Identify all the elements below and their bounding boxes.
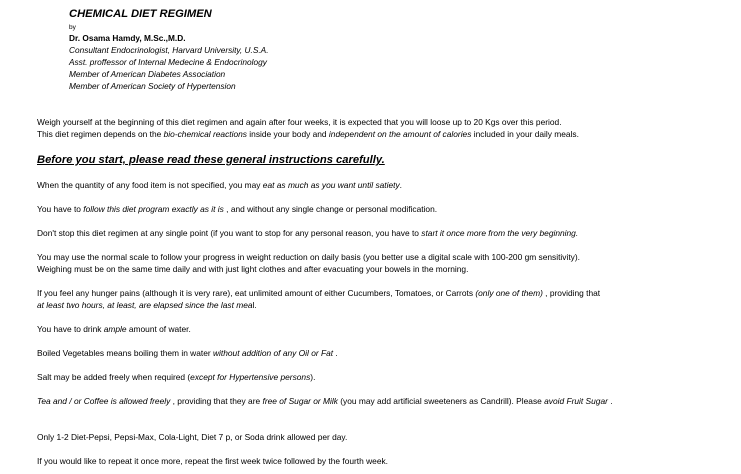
paragraph-text: If you feel any hunger pains (although it is very rare), eat unlimited amount of either Cucumbers, Tomatoes, or Carrots xyxy=(37,288,476,298)
paragraph-text: , and without any single change or personal modification. xyxy=(223,204,438,214)
paragraph-emphasis: eat as much as you want until satiety xyxy=(262,180,400,190)
instruction-paragraph xyxy=(37,372,315,382)
intro-text: This diet regimen depends on the xyxy=(37,129,164,139)
paragraph-emphasis: (only one of them) xyxy=(475,288,543,298)
instructions-heading: Before you start, please read these general instructions carefully. xyxy=(37,154,385,166)
paragraph-emphasis: free of Sugar or Milk xyxy=(262,396,338,406)
paragraph-text: You have to drink xyxy=(37,324,104,334)
paragraph-emphasis: Tea and / or Coffee is allowed freely xyxy=(37,396,171,406)
credential-line: Asst. proffessor of Internal Medecine & Endocrinology xyxy=(69,57,267,67)
instruction-paragraph: Only 1-2 Diet-Pepsi, Pepsi-Max, Cola-Light, Diet 7 p, or Soda drink allowed per day. xyxy=(37,432,348,442)
paragraph-text: You have to xyxy=(37,204,84,214)
instruction-paragraph-line-2: Weighing must be on the same time daily and with just light clothes and after evacuating your bowels in the morning. xyxy=(37,264,469,274)
instruction-paragraph-line-1 xyxy=(37,288,600,298)
paragraph-emphasis: start it once more from the very beginning. xyxy=(421,228,579,238)
instruction-paragraph xyxy=(37,180,402,190)
intro-emphasis: bio-chemical reactions xyxy=(163,129,247,139)
intro-emphasis: independent on the amount of calories xyxy=(328,129,472,139)
instruction-paragraph-line-1: You may use the normal scale to follow your progress in weight reduction on daily basis (you better use a digital scale with 100-200 gm sensitivity). xyxy=(37,252,580,262)
paragraph-text: (you may add artificial sweeteners as Candrill). Please xyxy=(337,396,545,406)
paragraph-emphasis: ample xyxy=(103,324,127,334)
paragraph-emphasis: at least two hours, at least, are elapsed since the last mea xyxy=(37,300,253,310)
paragraph-text: When the quantity of any food item is not specified, you may xyxy=(37,180,263,190)
credential-line: Member of American Diabetes Association xyxy=(69,69,226,79)
paragraph-text: . xyxy=(607,396,613,406)
instruction-paragraph xyxy=(37,204,437,214)
paragraph-text: l. xyxy=(252,300,257,310)
intro-line-1: Weigh yourself at the beginning of this diet regimen and again after four weeks, it is expected that you will loose up to 20 Kgs over this period. xyxy=(37,117,562,127)
paragraph-text: ). xyxy=(310,372,316,382)
instruction-paragraph xyxy=(37,396,613,406)
instruction-paragraph-line-2 xyxy=(37,300,257,310)
paragraph-text: , providing that xyxy=(542,288,601,298)
document-title: CHEMICAL DIET REGIMEN xyxy=(69,8,212,20)
intro-text: inside your body and xyxy=(246,129,329,139)
intro-line-2 xyxy=(37,129,579,139)
paragraph-text: . xyxy=(333,348,338,358)
instruction-paragraph xyxy=(37,324,191,334)
instruction-paragraph: If you would like to repeat it once more, repeat the first week twice followed by the fourth week. xyxy=(37,456,388,466)
instruction-paragraph xyxy=(37,348,338,358)
intro-text: included in your daily meals. xyxy=(471,129,579,139)
by-label: by xyxy=(69,24,76,31)
paragraph-text: amount of water. xyxy=(126,324,191,334)
paragraph-emphasis: follow this diet program exactly as it is xyxy=(83,204,224,214)
paragraph-text: , providing that they are xyxy=(170,396,263,406)
paragraph-text: Boiled Vegetables means boiling them in water xyxy=(37,348,213,358)
paragraph-emphasis: except for Hypertensive persons xyxy=(190,372,311,382)
paragraph-emphasis: avoid Fruit Sugar xyxy=(544,396,608,406)
paragraph-text: Salt may be added freely when required ( xyxy=(37,372,191,382)
author-name: Dr. Osama Hamdy, M.Sc.,M.D. xyxy=(69,33,186,43)
instruction-paragraph xyxy=(37,228,578,238)
credential-line: Member of American Society of Hypertension xyxy=(69,81,236,91)
paragraph-emphasis: without addition of any Oil or Fat xyxy=(212,348,334,358)
paragraph-text: . xyxy=(399,180,402,190)
paragraph-text: Don't stop this diet regimen at any single point (if you want to stop for any personal reason, you have to xyxy=(37,228,422,238)
credential-line: Consultant Endocrinologist, Harvard University, U.S.A. xyxy=(69,45,269,55)
